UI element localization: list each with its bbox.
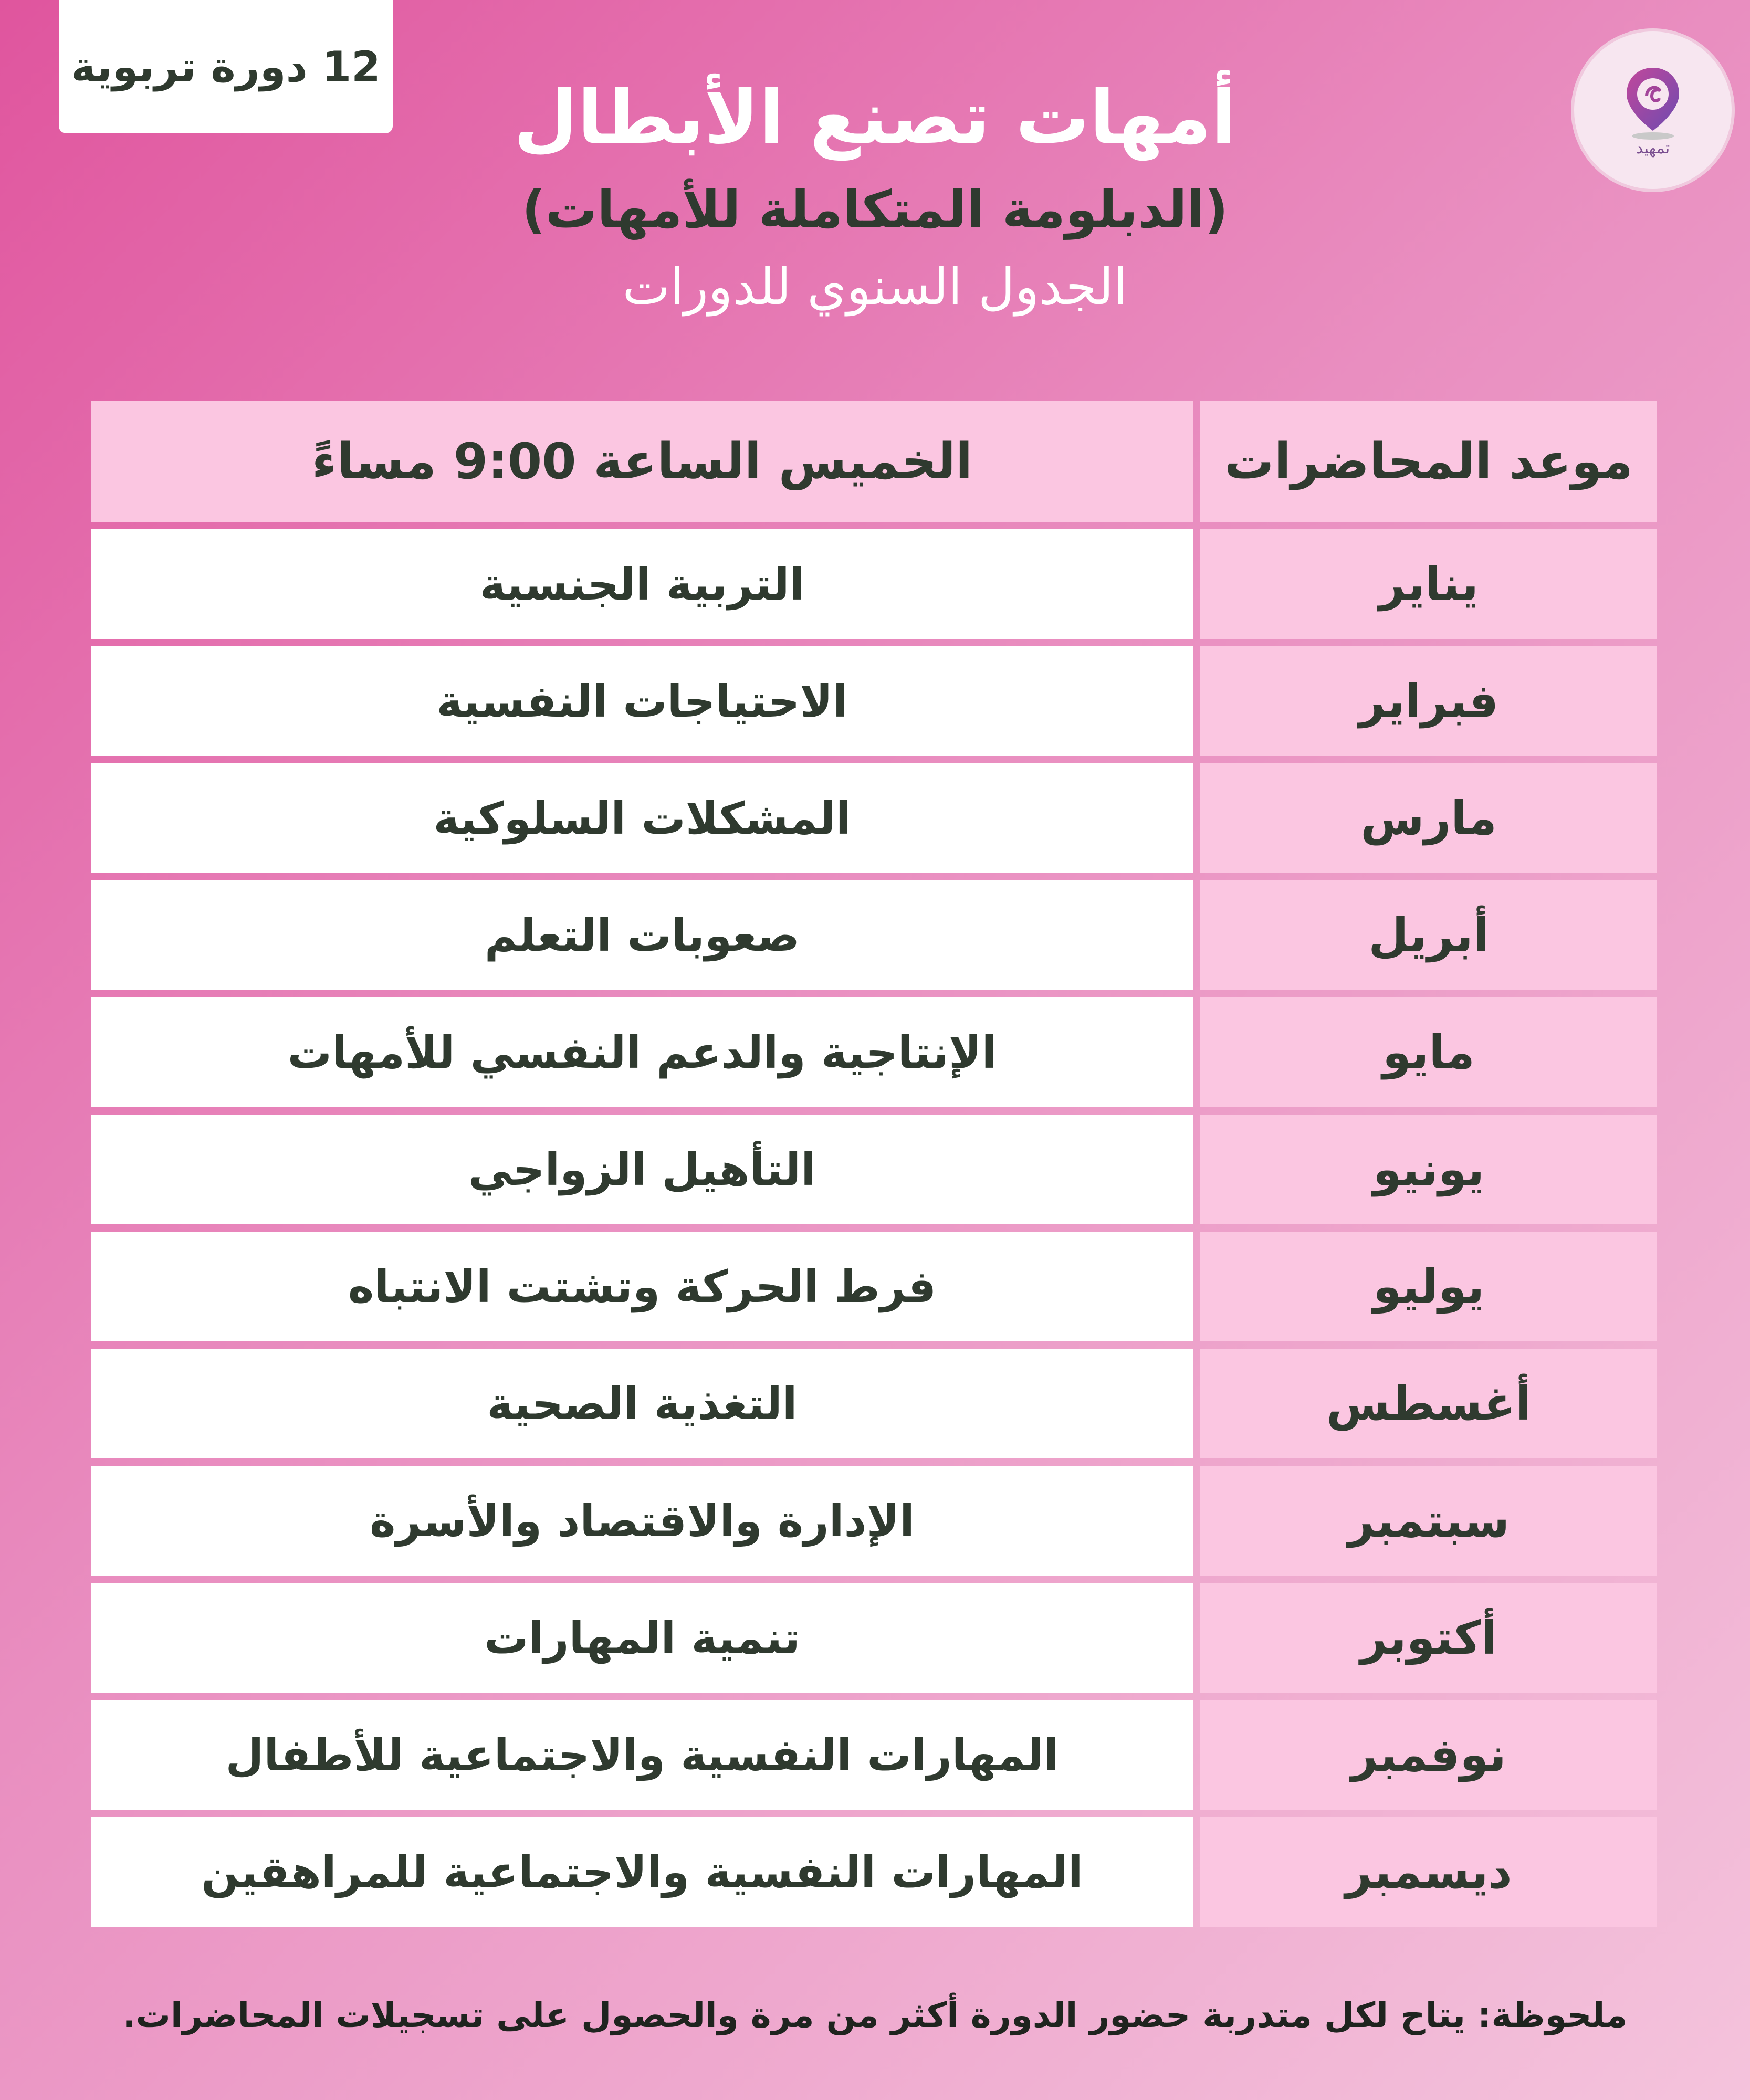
course-cell: التربية الجنسية xyxy=(91,529,1193,639)
course-cell: التأهيل الزواجي xyxy=(91,1115,1193,1224)
table-row xyxy=(91,998,1657,1107)
header-lecture-time-label: موعد المحاضرات xyxy=(1200,401,1657,522)
table-row xyxy=(91,1232,1657,1341)
course-cell: المهارات النفسية والاجتماعية للمراهقين xyxy=(91,1817,1193,1927)
table-row xyxy=(91,1115,1657,1224)
month-cell: مارس xyxy=(1200,763,1657,873)
month-cell: أكتوبر xyxy=(1200,1583,1657,1693)
course-cell: المشكلات السلوكية xyxy=(91,763,1193,873)
month-cell: مايو xyxy=(1200,998,1657,1107)
table-header-row xyxy=(91,401,1657,522)
month-cell: نوفمبر xyxy=(1200,1700,1657,1810)
month-cell: ديسمبر xyxy=(1200,1817,1657,1927)
logo-text: تمهيد xyxy=(1636,139,1670,158)
table-row xyxy=(91,1349,1657,1458)
month-cell: فبراير xyxy=(1200,646,1657,756)
header-lecture-time-value: الخميس الساعة 9:00 مساءً xyxy=(91,401,1193,522)
course-cell: الإدارة والاقتصاد والأسرة xyxy=(91,1466,1193,1576)
month-cell: يوليو xyxy=(1200,1232,1657,1341)
page-subtitle: (الدبلومة المتكاملة للأمهات) xyxy=(521,180,1228,240)
month-cell: أغسطس xyxy=(1200,1349,1657,1458)
table-row xyxy=(91,763,1657,873)
table-row xyxy=(91,880,1657,990)
table-row xyxy=(91,1583,1657,1693)
table-row xyxy=(91,1466,1657,1576)
month-cell: يونيو xyxy=(1200,1115,1657,1224)
table-row xyxy=(91,529,1657,639)
course-count-badge: 12 دورة تربوية xyxy=(59,0,393,133)
page-header xyxy=(0,75,1750,318)
table-row xyxy=(91,1700,1657,1810)
course-cell: تنمية المهارات xyxy=(91,1583,1193,1693)
course-cell: صعوبات التعلم xyxy=(91,880,1193,990)
course-cell: التغذية الصحية xyxy=(91,1349,1193,1458)
page-title: أمهات تصنع الأبطال xyxy=(514,75,1236,161)
month-cell: يناير xyxy=(1200,529,1657,639)
course-cell: الاحتياجات النفسية xyxy=(91,646,1193,756)
month-cell: أبريل xyxy=(1200,880,1657,990)
month-cell: سبتمبر xyxy=(1200,1466,1657,1576)
course-cell: المهارات النفسية والاجتماعية للأطفال xyxy=(91,1700,1193,1810)
footer-note: ملحوظة: يتاح لكل متدربة حضور الدورة أكثر من مرة والحصول على تسجيلات المحاضرات. xyxy=(122,1995,1628,2035)
course-cell: الإنتاجية والدعم النفسي للأمهات xyxy=(91,998,1193,1107)
schedule-caption: الجدول السنوي للدورات xyxy=(622,257,1128,316)
course-cell: فرط الحركة وتشتت الانتباه xyxy=(91,1232,1193,1341)
schedule-table xyxy=(91,401,1657,1927)
table-row xyxy=(91,646,1657,756)
table-row xyxy=(91,1817,1657,1927)
